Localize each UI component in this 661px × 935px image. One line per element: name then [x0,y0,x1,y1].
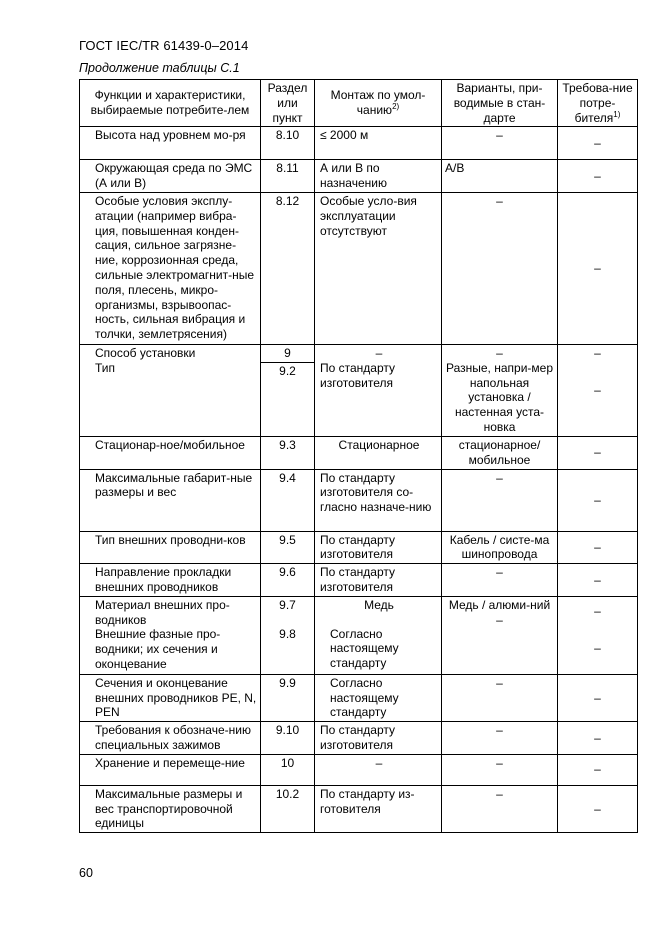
default-cell: По стандарту изготовителя [315,564,442,597]
requirement-cell: – [558,436,638,469]
variants-cell: – [442,127,558,160]
default-cell: По стандарту изготовителя [320,360,396,390]
table-row [80,564,638,597]
table-row [80,469,638,531]
column-header-requirement-text: Требова-ние потре-бителя [562,81,633,125]
requirement-cell: – [558,564,638,597]
table-header-row [80,80,638,127]
default-cell: По стандарту изготовителя со-гласно назначе-нию [315,469,442,531]
table-caption: Продолжение таблицы С.1 [79,61,240,75]
column-header-func: Функции и характеристики, выбираемые потребите-лем [80,80,261,127]
variants-cell: – [442,674,558,721]
requirement-cell: – [594,603,601,618]
default-cell: А или В по назначению [315,160,442,193]
section-cell: 9.2 [261,362,314,379]
func-cell: Максимальные габарит-ные размеры и вес [95,470,253,500]
section-cell: 8.11 [261,160,315,193]
default-cell: Стационарное [315,436,442,469]
section-cell: 8.10 [261,127,315,160]
variants-cell: Медь / алюми-ний [448,597,551,612]
table-row [80,127,638,160]
section-cell: 9.6 [261,564,315,597]
requirement-cell: – [594,640,601,655]
default-cell: ≤ 2000 м [315,127,442,160]
func-cell: Способ установки [95,345,196,360]
variants-cell: – [496,345,503,360]
variants-cell: Разные, напри-мер напольная установка / настенная уста-новка [445,360,553,434]
table-row [80,674,638,721]
func-cell: Направление прокладки внешних проводников [95,565,232,594]
section-cell: 9.10 [261,722,315,755]
variants-cell: A/B [442,160,558,193]
func-cell: Требования к обозначе-нию специальных зажимов [95,723,251,752]
footnote-ref-2: 2) [392,102,400,112]
section-cell: 10 [261,754,315,785]
section-cell: 8.12 [261,192,315,344]
footnote-ref-1: 1) [613,109,621,119]
func-cell: Тип [95,360,116,375]
section-cell: 10.2 [261,785,315,832]
column-header-default [315,80,442,127]
variants-cell: – [442,564,558,597]
variants-cell: стационарное/ мобильное [442,436,558,469]
table-row [80,596,638,674]
requirement-cell: – [558,785,638,832]
section-cell: 9.8 [279,626,296,641]
section-cell: 9.7 [279,597,296,612]
func-cell: Высота над уровнем мо-ря [95,128,246,143]
requirement-cell: – [558,127,638,160]
default-cell: – [375,345,383,360]
variants-cell: – [442,192,558,344]
func-cell: Особые условия эксплу-атации (например вибра-ция, повышенная конден-сация, сильное загрязне-ние, коррозионная среда, сильные электромагнит-ные поля, плесень, микро-организмы, взрывоопас-ность, сильная вибрация и толчки, землетрясения) [95,193,255,342]
requirement-cell: – [558,754,638,785]
table-row [80,722,638,755]
section-cell: 9.3 [261,436,315,469]
func-cell: Материал внешних про-водников [95,597,230,627]
column-header-variants: Варианты, при-водимые в стан-дарте [442,80,558,127]
requirement-cell: – [558,722,638,755]
requirement-cell: – [594,345,601,360]
column-header-default-text: Монтаж по умол-чанию [330,88,426,118]
variants-cell: Кабель / систе-ма шинопровода [442,531,558,564]
column-header-section: Раздел или пункт [261,80,315,127]
requirement-cell: – [558,192,638,344]
page-number: 60 [79,866,93,880]
document-header: ГОСТ IEC/TR 61439-0–2014 [79,38,249,53]
func-cell: Окружающая среда по ЭМС (А или В) [95,161,253,191]
table-row [80,754,638,785]
default-cell: Медь [364,597,394,612]
func-cell: Хранение и перемеще-ние [95,755,245,770]
variants-cell: – [442,754,558,785]
section-cell: 9 [284,345,291,360]
variants-cell: – [496,612,503,627]
requirement-cell: – [558,674,638,721]
column-header-requirement [558,80,638,127]
variants-cell: – [442,785,558,832]
requirement-cell: – [558,160,638,193]
func-cell: Тип внешних проводни-ков [95,532,246,547]
default-cell: По стандарту изготовителя [315,722,442,755]
default-cell: Особые усло-вия эксплуатации отсутствуют [315,192,442,344]
spec-table [79,79,638,833]
variants-cell: – [442,722,558,755]
table-row [80,436,638,469]
table-row [80,344,638,436]
func-cell: Стационар-ное/мобильное [95,437,245,452]
requirement-cell: – [558,531,638,564]
func-cell: Максимальные размеры и вес транспортировочной единицы [95,786,243,831]
variants-cell: – [442,469,558,531]
table-row [80,160,638,193]
default-cell: Согласно настоящему стандарту [330,675,399,720]
func-cell: Внешние фазные про-водники; их сечения и оконцевание [95,627,221,671]
table-row [80,192,638,344]
func-cell: Сечения и оконцевание внешних проводников PE, N, PEN [95,675,257,720]
requirement-cell: – [558,469,638,531]
default-cell: По стандарту изготовителя [315,531,442,564]
requirement-cell: – [594,382,601,397]
section-cell: 9.4 [261,469,315,531]
default-cell: По стандарту из-готовителя [315,785,442,832]
default-cell: Согласно настоящему стандарту [330,626,399,671]
section-cell: 9.9 [261,674,315,721]
table-row [80,785,638,832]
default-cell: – [315,754,442,785]
section-cell: 9.5 [261,531,315,564]
table-row [80,531,638,564]
